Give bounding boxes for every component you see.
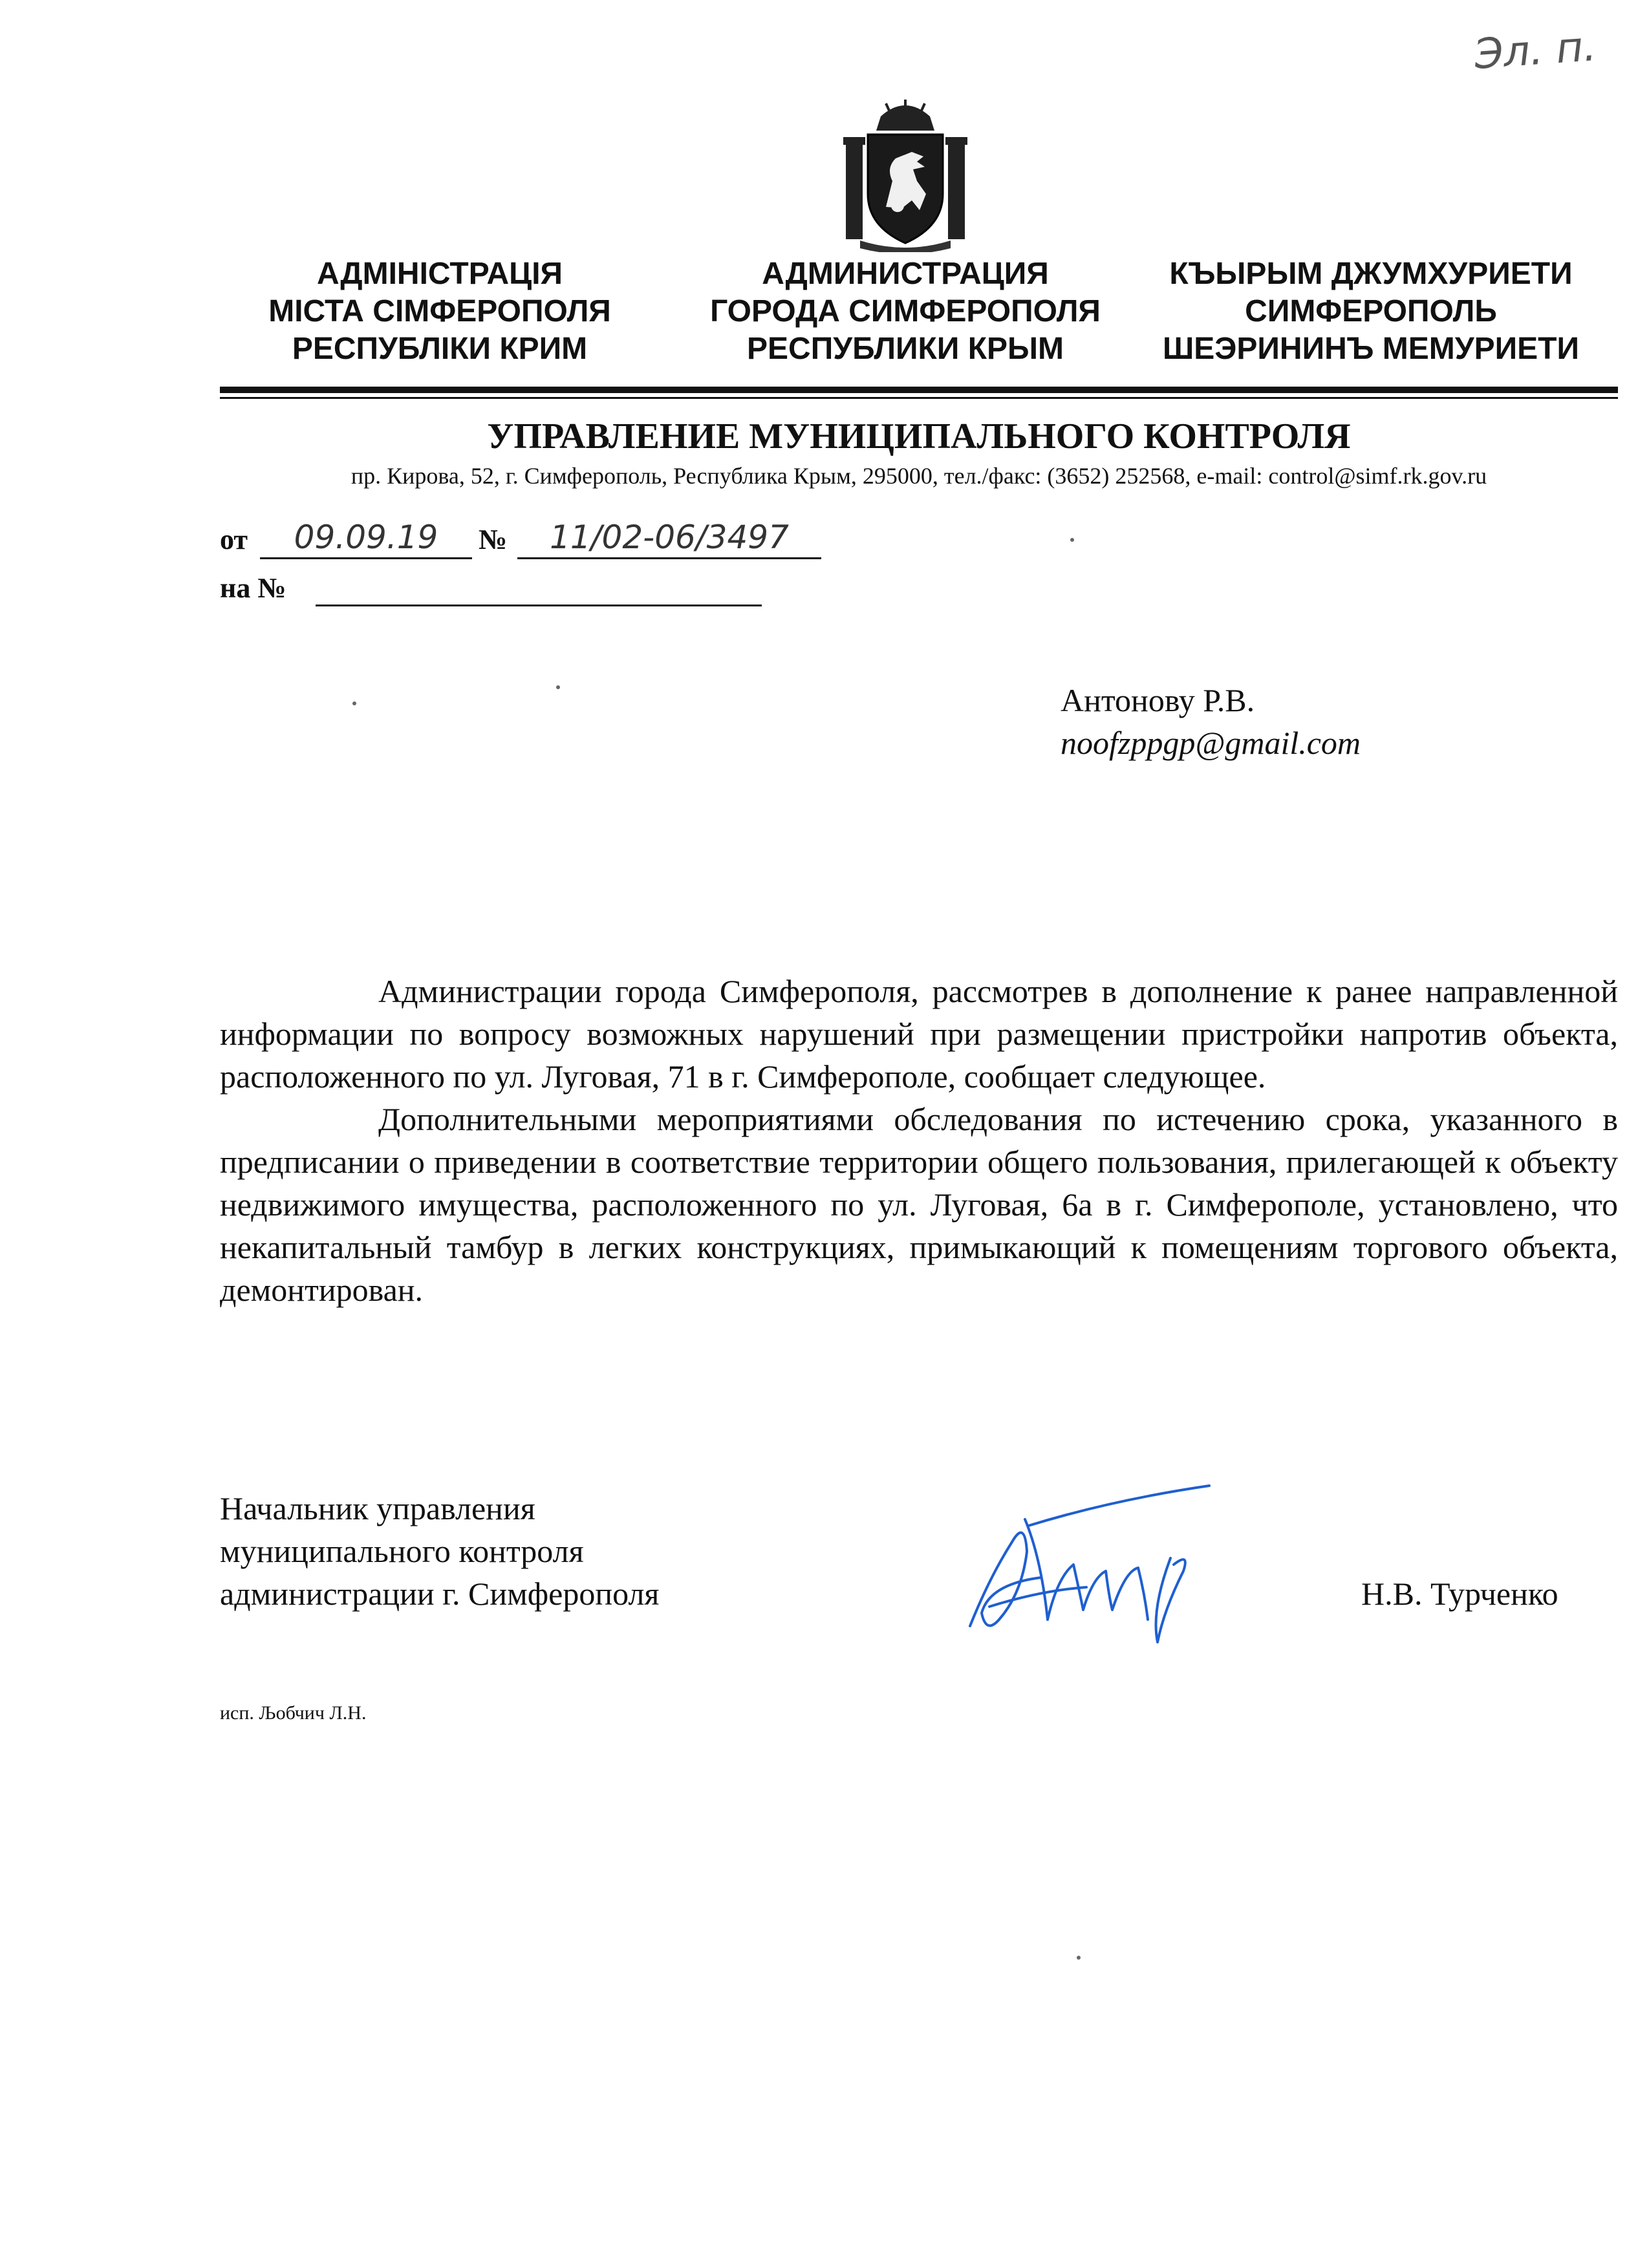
reply-number-blank: [316, 566, 762, 606]
department-contacts: пр. Кирова, 52, г. Симферополь, Республика Крым, 295000, тел./факс: (3652) 252568, e-mail: control@simf.rk.gov.ru: [350, 463, 1487, 489]
addressee: [1061, 679, 1361, 764]
header-divider-thin: [220, 397, 1618, 399]
signatory-title-line-2: муниципального контроля: [220, 1533, 584, 1569]
body-paragraph-1: Администрации города Симферополя, рассмотрев в дополнение к ранее направленной информации по вопросу возможных нарушений при размещении пристройки напротив объекта, расположенного по ул. Луговая, 71 в г. Симферополе, сообщает следующее.: [220, 973, 1618, 1095]
executor-note: исп. Љобчич Л.Н.: [220, 1702, 367, 1724]
letter-date: 09.09.19: [260, 517, 472, 559]
header-ru-line-1: АДМИНИСТРАЦИЯ: [762, 257, 1049, 291]
addressee-name: Антонову Р.В.: [1061, 682, 1255, 718]
addressee-email: noofzppgp@gmail.com: [1061, 725, 1361, 761]
scan-speck: [352, 701, 356, 705]
handwritten-corner-note: Эл. п.: [1472, 22, 1598, 79]
scan-speck: [556, 685, 560, 689]
header-ru-line-3: РЕСПУБЛИКИ КРЫМ: [747, 332, 1064, 366]
signatory-title: [220, 1487, 659, 1615]
header-crh-line-1: КЪЫРЫМ ДЖУМХУРИЕТИ: [1169, 257, 1573, 291]
signatory-title-line-3: администрации г. Симферополя: [220, 1576, 660, 1612]
department-name: УПРАВЛЕНИЕ МУНИЦИПАЛЬНОГО КОНТРОЛЯ: [487, 416, 1351, 456]
scan-speck: [1077, 1956, 1081, 1960]
header-russian: [673, 255, 1138, 368]
crimea-coat-of-arms-icon: [841, 97, 970, 252]
reference-line: [220, 517, 867, 562]
header-ua-line-1: АДМІНІСТРАЦІЯ: [316, 257, 563, 291]
scan-speck: [1070, 538, 1074, 542]
header-crh-line-2: СИМФЕРОПОЛЬ: [1245, 294, 1497, 328]
handwritten-signature: [951, 1481, 1222, 1649]
reply-reference-line: [220, 566, 802, 611]
header-divider-thick: [220, 387, 1618, 393]
header-ru-line-2: ГОРОДА СИМФЕРОПОЛЯ: [710, 294, 1101, 328]
header-ukrainian: [207, 255, 673, 368]
from-label: от: [220, 524, 248, 555]
letter-number: 11/02-06/3497: [517, 517, 821, 559]
body-paragraph-2: Дополнительными мероприятиями обследования по истечению срока, указанного в предписании о приведении в соответствие территории общего пользования, прилегающей к объекту недвижимого имущества, расположенного по ул. Луговая, 6а в г. Симферополе, установлено, что некапитальный тамбур в легких конструкциях, примыкающий к помещениям торгового объекта, демонтирован.: [220, 1101, 1618, 1308]
reply-label: на №: [220, 572, 286, 604]
signatory-name: Н.В. Турченко: [1361, 1576, 1558, 1612]
header-ua-line-3: РЕСПУБЛІКИ КРИМ: [292, 332, 588, 366]
signatory-title-line-1: Начальник управления: [220, 1490, 535, 1526]
header-crimean-tatar: [1138, 255, 1604, 368]
header-ua-line-2: МІСТА СІМФЕРОПОЛЯ: [268, 294, 611, 328]
letter-body: [220, 970, 1618, 1311]
number-label: №: [479, 524, 508, 555]
header-crh-line-3: ШЕЭРИНИНЪ МЕМУРИЕТИ: [1162, 332, 1579, 366]
